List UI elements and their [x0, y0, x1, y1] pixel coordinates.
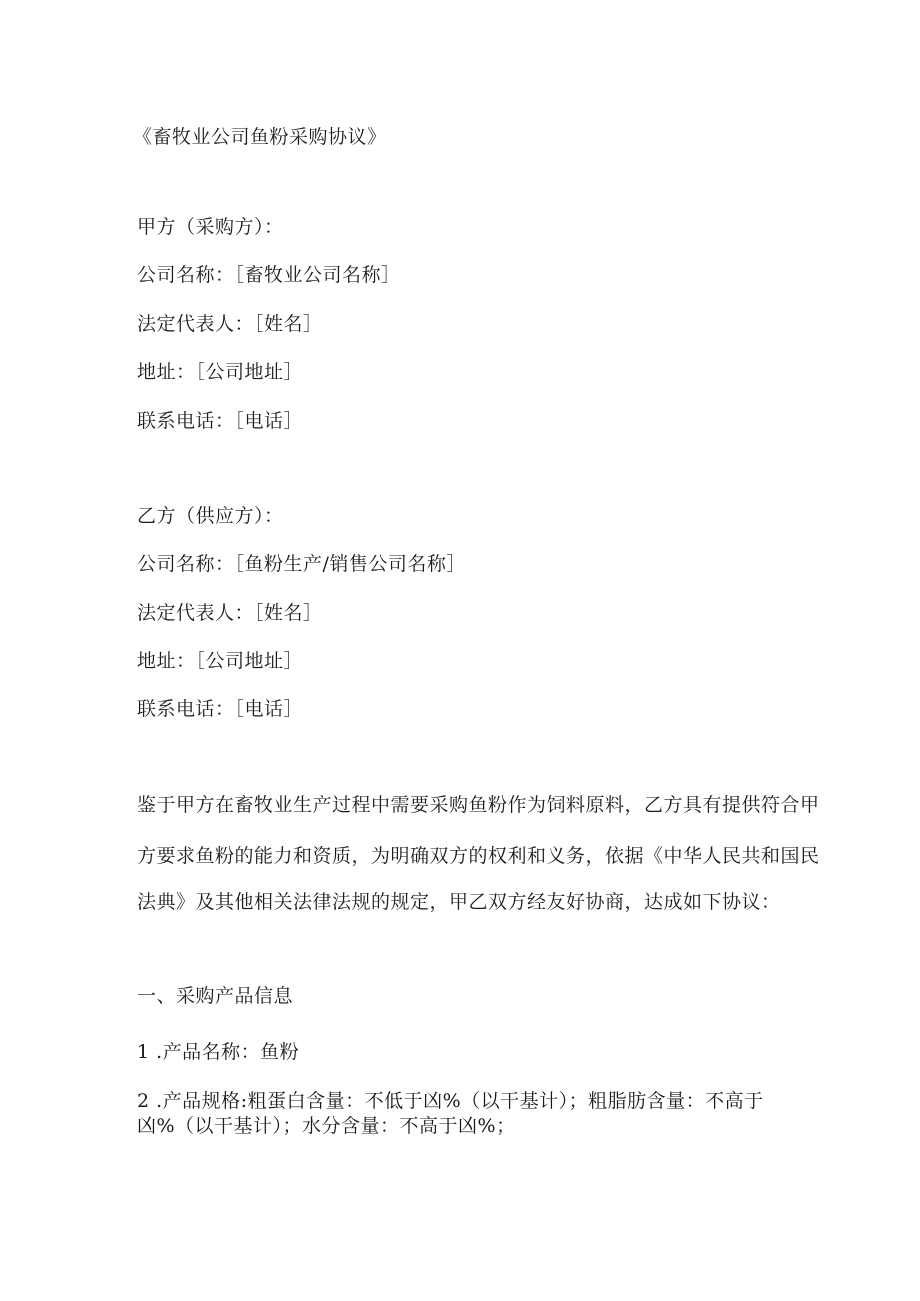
party-a-company: 公司名称：［畜牧业公司名称］	[137, 264, 401, 286]
party-a-heading: 甲方（采购方）：	[137, 216, 284, 238]
party-a-address: 地址：［公司地址］	[137, 361, 304, 383]
party-b-heading: 乙方（供应方）：	[137, 505, 284, 527]
party-b-phone: 联系电话：［电话］	[137, 698, 304, 720]
party-a-phone: 联系电话：［电话］	[137, 410, 304, 432]
party-b-address: 地址：［公司地址］	[137, 650, 304, 672]
preamble-line: 法典》及其他相关法律法规的规定，甲乙双方经友好协商，达成如下协议：	[137, 891, 781, 913]
document-title: 《畜牧业公司鱼粉采购协议》	[133, 126, 387, 148]
section1-item1: 1 .产品名称：鱼粉	[137, 1041, 300, 1063]
party-b-legal-rep: 法定代表人：［姓名］	[137, 602, 323, 624]
party-b-company: 公司名称：［鱼粉生产/销售公司名称］	[137, 553, 466, 575]
section1-item2-line2: 凶%（以干基计）；水分含量：不高于凶%；	[137, 1115, 516, 1137]
party-a-legal-rep: 法定代表人：［姓名］	[137, 313, 323, 335]
preamble-line: 方要求鱼粉的能力和资质，为明确双方的权利和义务，依据《中华人民共和国民	[137, 845, 820, 867]
section1-item2-line1: 2 .产品规格:粗蛋白含量：不低于凶%（以干基计）；粗脂肪含量：不高于	[137, 1090, 764, 1112]
section1-heading: 一、采购产品信息	[137, 985, 294, 1007]
preamble-line: 鉴于甲方在畜牧业生产过程中需要采购鱼粉作为饲料原料，乙方具有提供符合甲	[137, 794, 820, 816]
